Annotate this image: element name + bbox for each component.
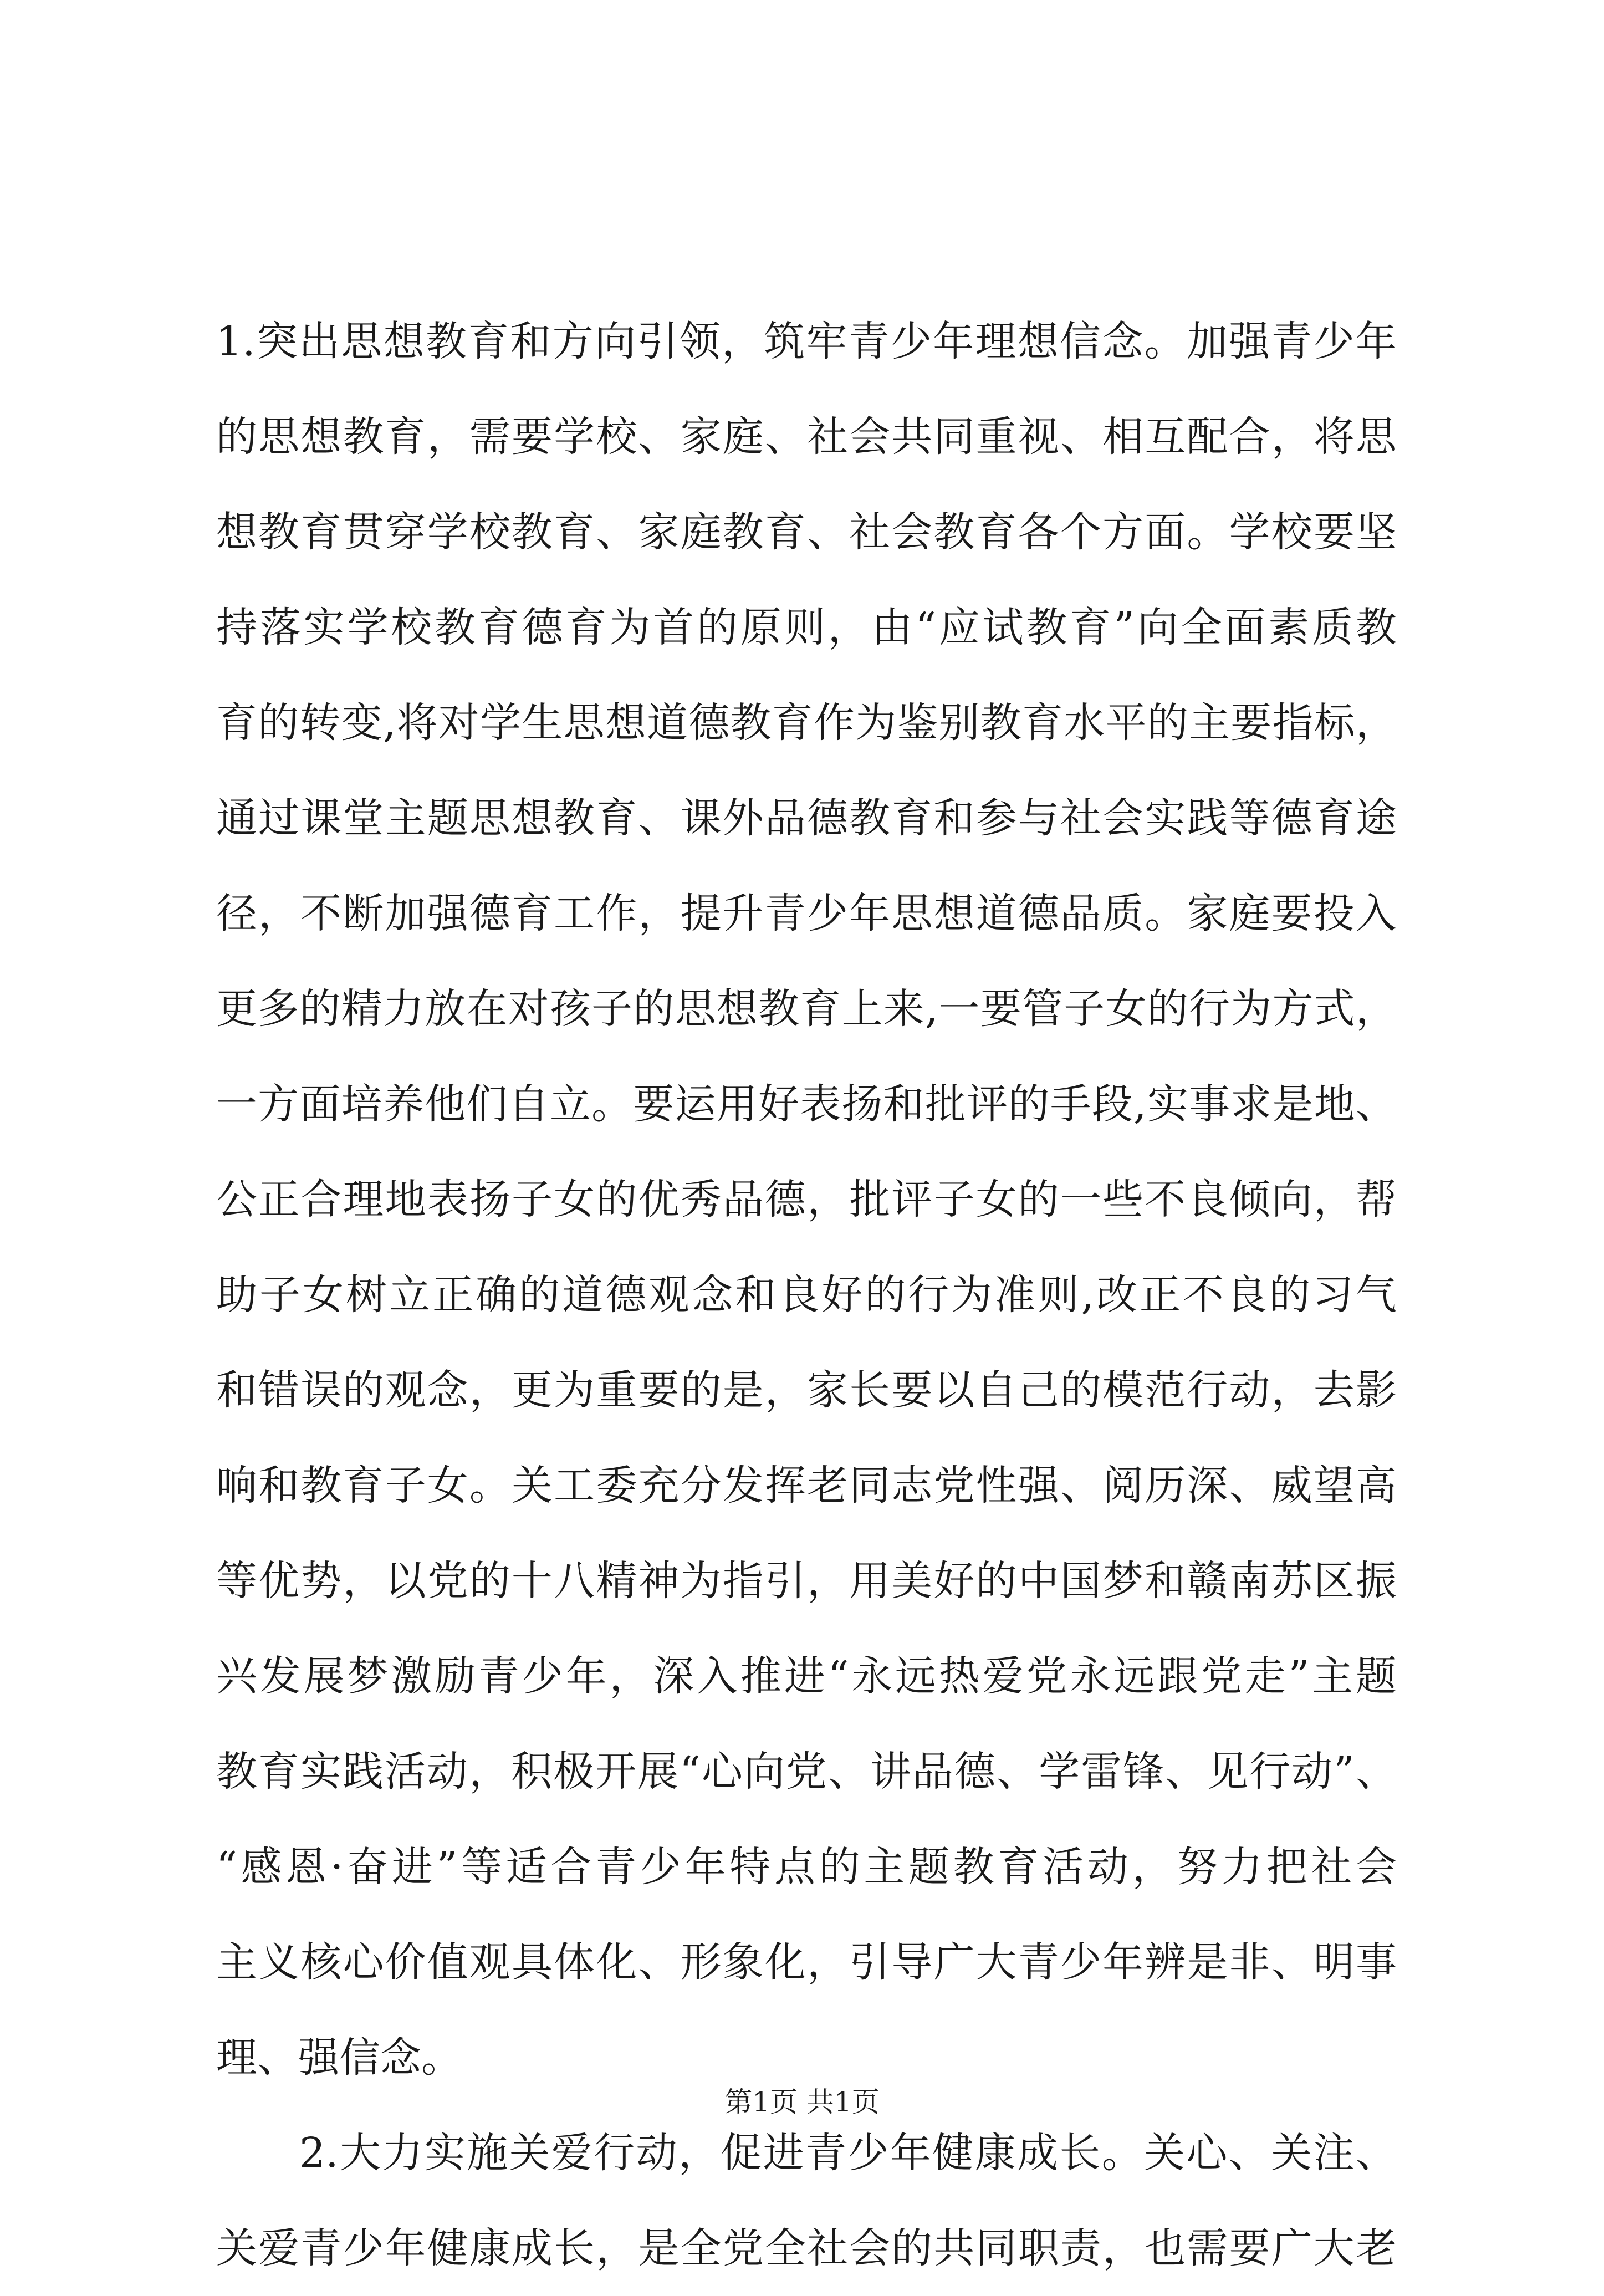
text-line: 更多的精力放在对孩子的思想教育上来,一要管子女的行为方式， — [216, 985, 1397, 1033]
text-line: 2.大力实施关爱行动，促进青少年健康成长。关心、关注、 — [299, 2129, 1397, 2177]
text-line: 通过课堂主题思想教育、课外品德教育和参与社会实践等德育途 — [216, 794, 1397, 842]
text-line: 等优势，以党的十八精神为指引，用美好的中国梦和赣南苏区振 — [216, 1557, 1397, 1605]
text-line: 公正合理地表扬子女的优秀品德，批评子女的一些不良倾向，帮 — [216, 1176, 1397, 1223]
text-line: 径，不断加强德育工作，提升青少年思想道德品质。家庭要投入 — [216, 890, 1397, 937]
text-line: 1.突出思想教育和方向引领，筑牢青少年理想信念。加强青少年 — [216, 318, 1397, 365]
paragraph-2 — [216, 2105, 1397, 2296]
text-line: 主义核心价值观具体化、形象化，引导广大青少年辨是非、明事 — [216, 1938, 1397, 1986]
text-line: “感恩·奋进”等适合青少年特点的主题教育活动，努力把社会 — [216, 1843, 1397, 1891]
text-line: 和错误的观念，更为重要的是，家长要以自己的模范行动，去影 — [216, 1366, 1397, 1414]
text-line: 教育实践活动，积极开展“心向党、讲品德、学雷锋、见行动”、 — [216, 1748, 1397, 1795]
text-line: 响和教育子女。关工委充分发挥老同志党性强、阅历深、威望高 — [216, 1462, 1397, 1509]
text-line: 助子女树立正确的道德观念和良好的行为准则,改正不良的习气 — [216, 1271, 1397, 1319]
paragraph-1 — [216, 294, 1397, 2105]
text-line: 兴发展梦激励青少年，深入推进“永远热爱党永远跟党走”主题 — [216, 1652, 1397, 1700]
body-text — [216, 294, 1397, 2296]
text-line: 的思想教育，需要学校、家庭、社会共同重视、相互配合，将思 — [216, 413, 1397, 461]
text-line: 持落实学校教育德育为首的原则，由“应试教育”向全面素质教 — [216, 604, 1397, 651]
page-footer — [0, 2085, 1604, 2119]
text-line: 一方面培养他们自立。要运用好表扬和批评的手段,实事求是地、 — [216, 1080, 1397, 1128]
page-number: 第1页 共1页 — [724, 2086, 880, 2118]
text-line: 关爱青少年健康成长，是全党全社会的共同职责，也需要广大老 — [216, 2224, 1397, 2272]
text-line: 育的转变,将对学生思想道德教育作为鉴别教育水平的主要指标， — [216, 699, 1397, 747]
text-line: 想教育贯穿学校教育、家庭教育、社会教育各个方面。学校要坚 — [216, 508, 1397, 556]
text-line: 理、强信念。 — [216, 2034, 462, 2081]
